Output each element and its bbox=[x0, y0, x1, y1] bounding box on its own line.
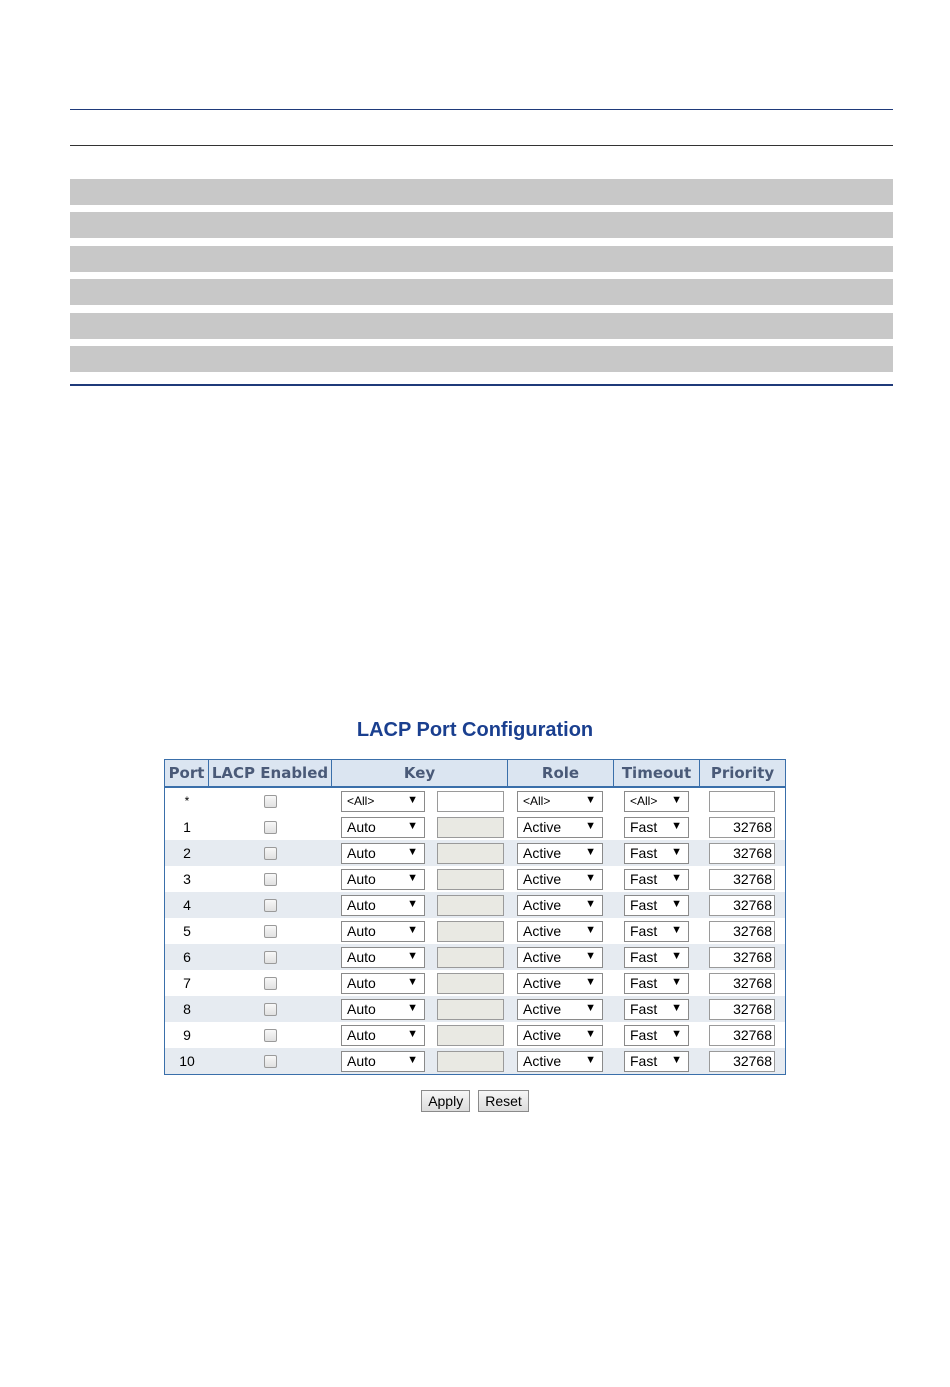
key-select[interactable] bbox=[341, 1051, 425, 1072]
lacp-enabled-checkbox[interactable] bbox=[264, 1003, 277, 1016]
timeout-select-value: <All> bbox=[630, 794, 658, 808]
port-cell bbox=[165, 970, 209, 996]
chevron-down-icon: ▼ bbox=[407, 845, 418, 858]
timeout-select-value: Fast bbox=[630, 897, 658, 913]
lacp-enabled-checkbox[interactable] bbox=[264, 1029, 277, 1042]
key-select[interactable] bbox=[341, 843, 425, 864]
port-number: 8 bbox=[183, 1001, 191, 1017]
lacp-enabled-checkbox[interactable] bbox=[264, 795, 277, 808]
apply-button[interactable]: Apply bbox=[421, 1090, 470, 1112]
timeout-cell bbox=[614, 1022, 700, 1048]
lacp-enabled-checkbox[interactable] bbox=[264, 1055, 277, 1068]
timeout-cell bbox=[614, 892, 700, 918]
key-cell bbox=[332, 814, 508, 840]
chevron-down-icon: ▼ bbox=[671, 845, 682, 858]
role-cell bbox=[508, 814, 614, 840]
table-row bbox=[165, 814, 785, 840]
role-cell bbox=[508, 788, 614, 814]
timeout-select[interactable] bbox=[624, 791, 689, 812]
priority-cell bbox=[700, 840, 785, 866]
key-value-input[interactable] bbox=[437, 921, 504, 942]
key-select-value: Auto bbox=[347, 1001, 376, 1017]
chevron-down-icon: ▼ bbox=[671, 819, 682, 832]
port-cell bbox=[165, 788, 209, 814]
timeout-cell bbox=[614, 788, 700, 814]
table-row-divider bbox=[70, 212, 893, 238]
key-select[interactable] bbox=[341, 895, 425, 916]
key-cell bbox=[332, 866, 508, 892]
lacp-enabled-cell bbox=[209, 866, 332, 892]
role-select[interactable] bbox=[517, 869, 603, 890]
timeout-cell bbox=[614, 840, 700, 866]
key-select-value: Auto bbox=[347, 897, 376, 913]
chevron-down-icon: ▼ bbox=[585, 819, 596, 832]
key-value-input[interactable] bbox=[437, 1051, 504, 1072]
key-value-input[interactable] bbox=[437, 1025, 504, 1046]
table-row-divider bbox=[70, 246, 893, 272]
priority-input[interactable]: 32768 bbox=[709, 1051, 775, 1072]
port-cell bbox=[165, 996, 209, 1022]
role-select-value: Active bbox=[523, 949, 562, 965]
priority-input[interactable]: 32768 bbox=[709, 895, 775, 916]
chevron-down-icon: ▼ bbox=[407, 793, 418, 806]
table-bottom-border bbox=[70, 384, 893, 386]
chevron-down-icon: ▼ bbox=[585, 923, 596, 936]
role-select-value: Active bbox=[523, 871, 562, 887]
chevron-down-icon: ▼ bbox=[671, 975, 682, 988]
key-select[interactable] bbox=[341, 921, 425, 942]
role-select[interactable] bbox=[517, 973, 603, 994]
priority-input[interactable]: 32768 bbox=[709, 973, 775, 994]
timeout-select-value: Fast bbox=[630, 819, 658, 835]
priority-input[interactable]: 32768 bbox=[709, 869, 775, 890]
key-cell bbox=[332, 970, 508, 996]
priority-cell bbox=[700, 814, 785, 840]
form-buttons bbox=[0, 1090, 950, 1112]
timeout-select-value: Fast bbox=[630, 871, 658, 887]
col-header-key: Key bbox=[332, 760, 508, 786]
chevron-down-icon: ▼ bbox=[407, 975, 418, 988]
chevron-down-icon: ▼ bbox=[671, 923, 682, 936]
port-number: 10 bbox=[179, 1053, 195, 1069]
key-value-input[interactable] bbox=[437, 869, 504, 890]
lacp-enabled-cell bbox=[209, 918, 332, 944]
role-cell bbox=[508, 944, 614, 970]
role-select[interactable] bbox=[517, 1051, 603, 1072]
table-top-border bbox=[70, 109, 893, 110]
timeout-select[interactable] bbox=[624, 895, 689, 916]
chevron-down-icon: ▼ bbox=[671, 1001, 682, 1014]
key-select[interactable] bbox=[341, 791, 425, 812]
table-row bbox=[165, 918, 785, 944]
priority-cell bbox=[700, 996, 785, 1022]
lacp-enabled-cell bbox=[209, 1022, 332, 1048]
role-cell bbox=[508, 866, 614, 892]
table-row bbox=[165, 892, 785, 918]
table-row-divider bbox=[70, 313, 893, 339]
timeout-cell bbox=[614, 814, 700, 840]
table-row-divider bbox=[70, 279, 893, 305]
col-header-lacp-enabled: LACP Enabled bbox=[209, 760, 332, 786]
timeout-select-value: Fast bbox=[630, 949, 658, 965]
role-select[interactable] bbox=[517, 921, 603, 942]
table-row bbox=[165, 944, 785, 970]
key-cell bbox=[332, 1022, 508, 1048]
chevron-down-icon: ▼ bbox=[585, 871, 596, 884]
lacp-enabled-cell bbox=[209, 814, 332, 840]
priority-cell bbox=[700, 1022, 785, 1048]
lacp-enabled-checkbox[interactable] bbox=[264, 925, 277, 938]
timeout-cell bbox=[614, 944, 700, 970]
lacp-enabled-cell bbox=[209, 996, 332, 1022]
timeout-cell bbox=[614, 866, 700, 892]
priority-cell bbox=[700, 944, 785, 970]
table-header-divider bbox=[70, 145, 893, 146]
chevron-down-icon: ▼ bbox=[585, 949, 596, 962]
key-select-value: Auto bbox=[347, 1053, 376, 1069]
key-value-input[interactable] bbox=[437, 791, 504, 812]
timeout-cell bbox=[614, 918, 700, 944]
role-select[interactable] bbox=[517, 1025, 603, 1046]
timeout-select-value: Fast bbox=[630, 845, 658, 861]
port-number: 2 bbox=[183, 845, 191, 861]
key-cell bbox=[332, 840, 508, 866]
key-cell bbox=[332, 892, 508, 918]
role-select[interactable] bbox=[517, 843, 603, 864]
key-select[interactable] bbox=[341, 869, 425, 890]
lacp-port-config-table bbox=[164, 759, 786, 1075]
table-row bbox=[165, 996, 785, 1022]
role-select-value: <All> bbox=[523, 794, 551, 808]
table-body bbox=[165, 788, 785, 1074]
timeout-select[interactable] bbox=[624, 869, 689, 890]
timeout-select[interactable] bbox=[624, 843, 689, 864]
key-value-input[interactable] bbox=[437, 973, 504, 994]
col-header-priority: Priority bbox=[710, 764, 775, 782]
priority-input[interactable] bbox=[709, 791, 775, 812]
port-number: 5 bbox=[183, 923, 191, 939]
key-select-value: Auto bbox=[347, 1027, 376, 1043]
role-select-value: Active bbox=[523, 845, 562, 861]
priority-cell bbox=[700, 1048, 785, 1074]
lacp-enabled-cell bbox=[209, 840, 332, 866]
priority-input[interactable]: 32768 bbox=[709, 999, 775, 1020]
table-row bbox=[165, 866, 785, 892]
key-select[interactable] bbox=[341, 817, 425, 838]
key-cell bbox=[332, 788, 508, 814]
priority-cell bbox=[700, 788, 785, 814]
port-number: 7 bbox=[183, 975, 191, 991]
priority-cell bbox=[700, 892, 785, 918]
chevron-down-icon: ▼ bbox=[671, 897, 682, 910]
key-select[interactable] bbox=[341, 973, 425, 994]
role-cell bbox=[508, 918, 614, 944]
chevron-down-icon: ▼ bbox=[407, 897, 418, 910]
timeout-select[interactable] bbox=[624, 1025, 689, 1046]
port-cell bbox=[165, 892, 209, 918]
chevron-down-icon: ▼ bbox=[585, 975, 596, 988]
chevron-down-icon: ▼ bbox=[585, 845, 596, 858]
timeout-cell bbox=[614, 1048, 700, 1074]
table-row bbox=[165, 970, 785, 996]
chevron-down-icon: ▼ bbox=[407, 923, 418, 936]
lacp-enabled-checkbox[interactable] bbox=[264, 977, 277, 990]
role-select-value: Active bbox=[523, 897, 562, 913]
timeout-select[interactable] bbox=[624, 921, 689, 942]
timeout-select[interactable] bbox=[624, 1051, 689, 1072]
role-select-value: Active bbox=[523, 1053, 562, 1069]
table-header bbox=[165, 760, 785, 788]
role-cell bbox=[508, 892, 614, 918]
role-cell bbox=[508, 1048, 614, 1074]
priority-input[interactable]: 32768 bbox=[709, 1025, 775, 1046]
port-number: 1 bbox=[183, 819, 191, 835]
priority-input[interactable]: 32768 bbox=[709, 947, 775, 968]
key-select-value: Auto bbox=[347, 949, 376, 965]
chevron-down-icon: ▼ bbox=[671, 949, 682, 962]
key-select-value: Auto bbox=[347, 923, 376, 939]
role-select-value: Active bbox=[523, 1027, 562, 1043]
port-cell bbox=[165, 1048, 209, 1074]
chevron-down-icon: ▼ bbox=[585, 1001, 596, 1014]
key-select-value: Auto bbox=[347, 845, 376, 861]
key-select-value: Auto bbox=[347, 975, 376, 991]
key-value-input[interactable] bbox=[437, 843, 504, 864]
timeout-select[interactable] bbox=[624, 817, 689, 838]
key-select-value: Auto bbox=[347, 871, 376, 887]
table-row bbox=[165, 1022, 785, 1048]
timeout-select-value: Fast bbox=[630, 975, 658, 991]
priority-cell bbox=[700, 866, 785, 892]
table-row bbox=[165, 840, 785, 866]
timeout-select-value: Fast bbox=[630, 1001, 658, 1017]
timeout-select[interactable] bbox=[624, 973, 689, 994]
role-select[interactable] bbox=[517, 947, 603, 968]
timeout-select[interactable] bbox=[624, 999, 689, 1020]
priority-input[interactable]: 32768 bbox=[709, 817, 775, 838]
lacp-enabled-cell bbox=[209, 944, 332, 970]
table-row bbox=[165, 1048, 785, 1074]
lacp-enabled-checkbox[interactable] bbox=[264, 951, 277, 964]
priority-cell bbox=[700, 918, 785, 944]
timeout-cell bbox=[614, 996, 700, 1022]
key-cell bbox=[332, 918, 508, 944]
chevron-down-icon: ▼ bbox=[407, 1001, 418, 1014]
role-select-value: Active bbox=[523, 819, 562, 835]
page-title: LACP Port Configuration bbox=[356, 719, 594, 741]
port-cell bbox=[165, 840, 209, 866]
chevron-down-icon: ▼ bbox=[407, 1027, 418, 1040]
chevron-down-icon: ▼ bbox=[585, 793, 596, 806]
lacp-enabled-checkbox[interactable] bbox=[264, 821, 277, 834]
role-select-value: Active bbox=[523, 923, 562, 939]
chevron-down-icon: ▼ bbox=[671, 1027, 682, 1040]
key-select[interactable] bbox=[341, 999, 425, 1020]
col-header-role: Role bbox=[508, 760, 614, 786]
chevron-down-icon: ▼ bbox=[671, 871, 682, 884]
role-cell bbox=[508, 996, 614, 1022]
lacp-enabled-cell bbox=[209, 788, 332, 814]
lacp-enabled-cell bbox=[209, 970, 332, 996]
chevron-down-icon: ▼ bbox=[407, 819, 418, 832]
key-cell bbox=[332, 944, 508, 970]
chevron-down-icon: ▼ bbox=[407, 949, 418, 962]
port-cell bbox=[165, 814, 209, 840]
role-cell bbox=[508, 970, 614, 996]
key-cell bbox=[332, 1048, 508, 1074]
port-cell bbox=[165, 944, 209, 970]
role-select-value: Active bbox=[523, 975, 562, 991]
key-select[interactable] bbox=[341, 947, 425, 968]
chevron-down-icon: ▼ bbox=[407, 1053, 418, 1066]
role-cell bbox=[508, 1022, 614, 1048]
role-select[interactable] bbox=[517, 895, 603, 916]
timeout-select-value: Fast bbox=[630, 1053, 658, 1069]
chevron-down-icon: ▼ bbox=[671, 793, 682, 806]
priority-input[interactable]: 32768 bbox=[709, 921, 775, 942]
table-row-all-ports bbox=[165, 788, 785, 814]
chevron-down-icon: ▼ bbox=[671, 1053, 682, 1066]
table-row-divider bbox=[70, 346, 893, 372]
key-value-input[interactable] bbox=[437, 999, 504, 1020]
port-number: * bbox=[184, 794, 190, 808]
port-number: 9 bbox=[183, 1027, 191, 1043]
role-select[interactable] bbox=[517, 817, 603, 838]
port-cell bbox=[165, 1022, 209, 1048]
priority-cell bbox=[700, 970, 785, 996]
reset-button[interactable]: Reset bbox=[478, 1090, 529, 1112]
timeout-select[interactable] bbox=[624, 947, 689, 968]
key-select-value: Auto bbox=[347, 819, 376, 835]
port-cell bbox=[165, 918, 209, 944]
key-value-input[interactable] bbox=[437, 895, 504, 916]
role-select[interactable] bbox=[517, 999, 603, 1020]
chevron-down-icon: ▼ bbox=[585, 1027, 596, 1040]
key-value-input[interactable] bbox=[437, 817, 504, 838]
chevron-down-icon: ▼ bbox=[585, 1053, 596, 1066]
port-number: 6 bbox=[183, 949, 191, 965]
key-value-input[interactable] bbox=[437, 947, 504, 968]
lacp-enabled-checkbox[interactable] bbox=[264, 899, 277, 912]
role-cell bbox=[508, 840, 614, 866]
port-cell bbox=[165, 866, 209, 892]
lacp-enabled-checkbox[interactable] bbox=[264, 847, 277, 860]
lacp-enabled-checkbox[interactable] bbox=[264, 873, 277, 886]
col-header-timeout: Timeout bbox=[614, 760, 700, 786]
timeout-select-value: Fast bbox=[630, 923, 658, 939]
table-row-divider bbox=[70, 179, 893, 205]
key-cell bbox=[332, 996, 508, 1022]
timeout-cell bbox=[614, 970, 700, 996]
lacp-enabled-cell bbox=[209, 892, 332, 918]
col-header-port: Port bbox=[165, 760, 209, 786]
key-select-value: <All> bbox=[347, 794, 375, 808]
key-select[interactable] bbox=[341, 1025, 425, 1046]
timeout-select-value: Fast bbox=[630, 1027, 658, 1043]
priority-input[interactable]: 32768 bbox=[709, 843, 775, 864]
chevron-down-icon: ▼ bbox=[407, 871, 418, 884]
role-select[interactable] bbox=[517, 791, 603, 812]
lacp-enabled-cell bbox=[209, 1048, 332, 1074]
port-number: 4 bbox=[183, 897, 191, 913]
port-number: 3 bbox=[183, 871, 191, 887]
chevron-down-icon: ▼ bbox=[585, 897, 596, 910]
role-select-value: Active bbox=[523, 1001, 562, 1017]
